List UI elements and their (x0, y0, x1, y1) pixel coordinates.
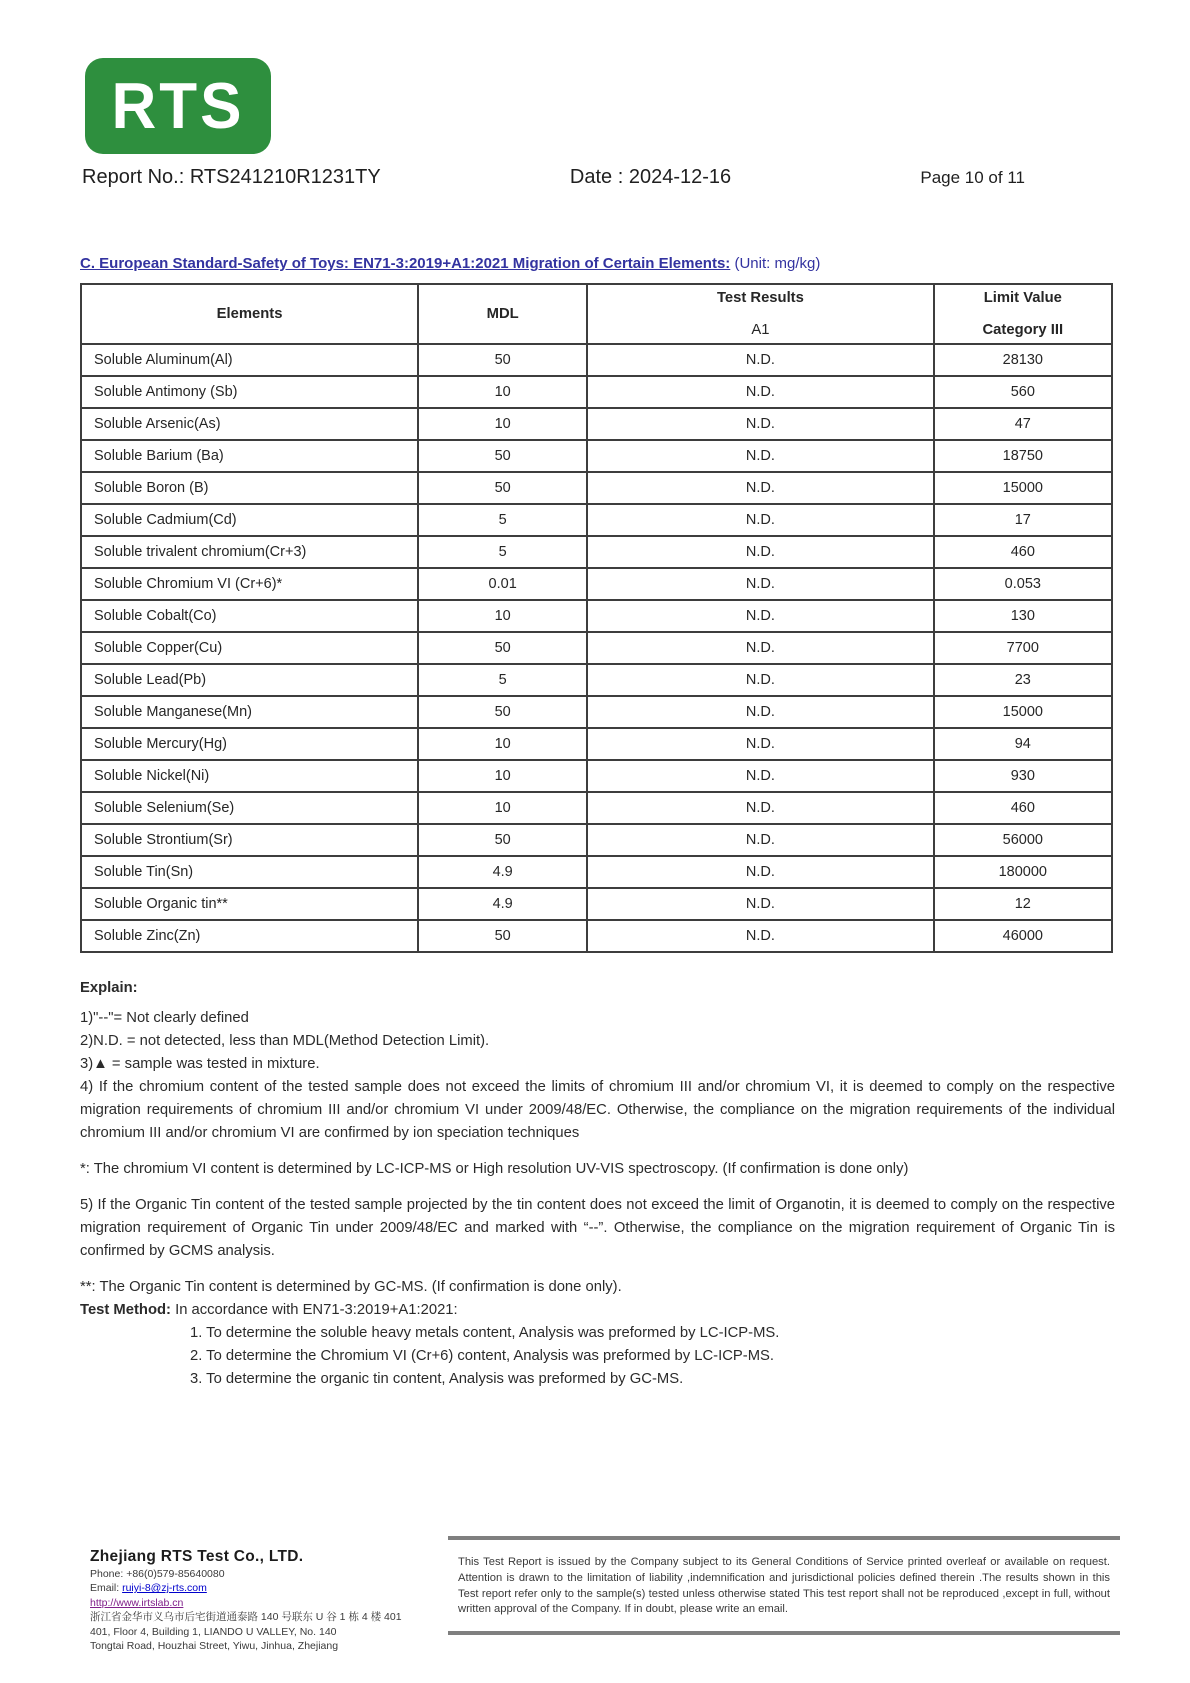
limit-value-cell: 17 (934, 504, 1112, 536)
table-row (81, 376, 1112, 408)
section-title (80, 255, 1115, 272)
test-result-cell: N.D. (587, 696, 933, 728)
element-name-cell: Soluble Copper(Cu) (81, 632, 418, 664)
test-result-cell: N.D. (587, 856, 933, 888)
mdl-cell: 4.9 (418, 888, 587, 920)
limit-value-cell: 46000 (934, 920, 1112, 952)
section-unit: (Unit: mg/kg) (734, 255, 821, 272)
col-header-test-results-sub: A1 (751, 322, 770, 338)
element-name-cell: Soluble Tin(Sn) (81, 856, 418, 888)
mdl-cell: 10 (418, 600, 587, 632)
limit-value-cell: 47 (934, 408, 1112, 440)
table-row (81, 568, 1112, 600)
element-name-cell: Soluble Lead(Pb) (81, 664, 418, 696)
test-method-line (80, 1299, 1115, 1322)
explain-section (80, 977, 1115, 1391)
col-header-mdl: MDL (418, 284, 587, 344)
test-result-cell: N.D. (587, 760, 933, 792)
element-name-cell: Soluble trivalent chromium(Cr+3) (81, 536, 418, 568)
col-header-test-results (587, 284, 933, 344)
test-result-cell: N.D. (587, 440, 933, 472)
company-phone: Phone: +86(0)579-85640080 (90, 1567, 225, 1580)
footer-company-block (90, 1550, 440, 1654)
mdl-cell: 10 (418, 728, 587, 760)
table-row (81, 696, 1112, 728)
element-name-cell: Soluble Selenium(Se) (81, 792, 418, 824)
report-number: Report No.: RTS241210R1231TY (82, 166, 381, 188)
element-name-cell: Soluble Boron (B) (81, 472, 418, 504)
test-method-item: 2. To determine the Chromium VI (Cr+6) content, Analysis was preformed by LC-ICP-MS. (190, 1348, 775, 1364)
test-result-cell: N.D. (587, 504, 933, 536)
table-row (81, 344, 1112, 376)
explain-double-star-note: **: The Organic Tin content is determined by GC-MS. (If confirmation is done only). (80, 1279, 622, 1295)
limit-value-cell: 7700 (934, 632, 1112, 664)
rts-logo-text: RTS (111, 69, 245, 143)
table-row (81, 920, 1112, 952)
element-name-cell: Soluble Zinc(Zn) (81, 920, 418, 952)
mdl-cell: 50 (418, 472, 587, 504)
explain-heading: Explain: (80, 980, 138, 996)
test-result-cell: N.D. (587, 600, 933, 632)
report-header-row (82, 166, 1025, 189)
limit-value-cell: 0.053 (934, 568, 1112, 600)
table-row (81, 856, 1112, 888)
company-website-line (90, 1596, 440, 1611)
disclaimer-box (448, 1536, 1120, 1635)
table-row (81, 408, 1112, 440)
limit-value-cell: 930 (934, 760, 1112, 792)
results-table-body (81, 344, 1112, 952)
limit-value-cell: 180000 (934, 856, 1112, 888)
explain-star-note: *: The chromium VI content is determined by LC-ICP-MS or High resolution UV-VIS spectroscopy. (If confirmation is done only) (80, 1161, 909, 1177)
table-row (81, 632, 1112, 664)
test-result-cell: N.D. (587, 472, 933, 504)
report-date: Date : 2024-12-16 (569, 166, 732, 188)
element-name-cell: Soluble Barium (Ba) (81, 440, 418, 472)
col-header-limit-value-sub: Category III (982, 322, 1064, 338)
limit-value-cell: 23 (934, 664, 1112, 696)
table-row (81, 728, 1112, 760)
limit-value-cell: 12 (934, 888, 1112, 920)
test-result-cell: N.D. (587, 376, 933, 408)
test-result-cell: N.D. (587, 920, 933, 952)
limit-value-cell: 15000 (934, 696, 1112, 728)
explain-note: 1)"--"= Not clearly defined (80, 1010, 249, 1026)
mdl-cell: 4.9 (418, 856, 587, 888)
col-header-test-results-title: Test Results (716, 290, 804, 306)
mdl-cell: 50 (418, 696, 587, 728)
mdl-cell: 50 (418, 632, 587, 664)
table-row (81, 504, 1112, 536)
element-name-cell: Soluble Arsenic(As) (81, 408, 418, 440)
element-name-cell: Soluble Manganese(Mn) (81, 696, 418, 728)
limit-value-cell: 56000 (934, 824, 1112, 856)
company-address-en1: 401, Floor 4, Building 1, LIANDO U VALLEY, No. 140 (90, 1625, 337, 1638)
test-result-cell: N.D. (587, 792, 933, 824)
test-result-cell: N.D. (587, 344, 933, 376)
mdl-cell: 50 (418, 344, 587, 376)
explain-note-5: 5) If the Organic Tin content of the tested sample projected by the tin content does not exceed the limit of Organotin, it is deemed to comply on the respective migration requirement of Organic Tin under 2009/48/EC and marked with “--”. Otherwise, the compliance on the migration requirement of Organic Tin is confirmed by GCMS analysis. (80, 1197, 1115, 1259)
limit-value-cell: 460 (934, 792, 1112, 824)
col-header-elements: Elements (81, 284, 418, 344)
company-address-cn: 浙江省金华市义乌市后宅街道通泰路 140 号联东 U 谷 1 栋 4 楼 401 (90, 1611, 402, 1623)
email-label: Email: (90, 1582, 123, 1594)
explain-note: 3)▲ = sample was tested in mixture. (80, 1056, 320, 1072)
table-header (81, 284, 1112, 344)
element-name-cell: Soluble Strontium(Sr) (81, 824, 418, 856)
table-row (81, 472, 1112, 504)
test-method-item: 3. To determine the organic tin content, Analysis was preformed by GC-MS. (190, 1371, 684, 1387)
test-method-label: Test Method: (80, 1302, 171, 1318)
limit-value-cell: 18750 (934, 440, 1112, 472)
test-method-text: In accordance with EN71-3:2019+A1:2021: (170, 1302, 458, 1318)
email-link[interactable]: ruiyi-8@zj-rts.com (122, 1582, 207, 1594)
mdl-cell: 10 (418, 760, 587, 792)
element-name-cell: Soluble Chromium VI (Cr+6)* (81, 568, 418, 600)
limit-value-cell: 94 (934, 728, 1112, 760)
mdl-cell: 50 (418, 920, 587, 952)
explain-notes (80, 1007, 1115, 1076)
limit-value-cell: 560 (934, 376, 1112, 408)
website-link[interactable]: http://www.irtslab.cn (90, 1596, 184, 1609)
company-address-en2: Tongtai Road, Houzhai Street, Yiwu, Jinhua, Zhejiang (90, 1640, 339, 1652)
limit-value-cell: 15000 (934, 472, 1112, 504)
mdl-cell: 5 (418, 504, 587, 536)
test-method-item: 1. To determine the soluble heavy metals content, Analysis was preformed by LC-ICP-MS. (190, 1325, 780, 1341)
element-name-cell: Soluble Antimony (Sb) (81, 376, 418, 408)
limit-value-cell: 130 (934, 600, 1112, 632)
table-row (81, 664, 1112, 696)
company-email-line (90, 1581, 440, 1596)
rts-logo (85, 58, 271, 154)
migration-results-table (80, 283, 1113, 953)
limit-value-cell: 28130 (934, 344, 1112, 376)
test-result-cell: N.D. (587, 824, 933, 856)
element-name-cell: Soluble Nickel(Ni) (81, 760, 418, 792)
col-header-limit-value (934, 284, 1112, 344)
mdl-cell: 50 (418, 440, 587, 472)
mdl-cell: 0.01 (418, 568, 587, 600)
test-result-cell: N.D. (587, 664, 933, 696)
section-title-text: C. European Standard-Safety of Toys: EN71-3:2019+A1:2021 Migration of Certain Elements: (80, 255, 731, 272)
limit-value-cell: 460 (934, 536, 1112, 568)
test-result-cell: N.D. (587, 632, 933, 664)
company-name: Zhejiang RTS Test Co., LTD. (90, 1548, 304, 1565)
table-row (81, 824, 1112, 856)
mdl-cell: 5 (418, 664, 587, 696)
element-name-cell: Soluble Mercury(Hg) (81, 728, 418, 760)
mdl-cell: 10 (418, 408, 587, 440)
table-row (81, 888, 1112, 920)
disclaimer-text: This Test Report is issued by the Company subject to its General Conditions of Service printed overleaf or available on request. Attention is drawn to the limitation of liability ,indemnification and jurisdictional policies defined therein .The results shown in this Test report refer only to the sample(s) tested unless otherwise stated This test report shall not be reproduced ,except in full, without written approval of the Company. If in doubt, please write an email. (458, 1556, 1110, 1616)
test-result-cell: N.D. (587, 408, 933, 440)
page-number: Page 10 of 11 (920, 168, 1025, 187)
table-row (81, 440, 1112, 472)
test-result-cell: N.D. (587, 888, 933, 920)
explain-note: 2)N.D. = not detected, less than MDL(Method Detection Limit). (80, 1033, 490, 1049)
table-row (81, 536, 1112, 568)
mdl-cell: 10 (418, 376, 587, 408)
col-header-limit-value-title: Limit Value (983, 290, 1062, 306)
element-name-cell: Soluble Aluminum(Al) (81, 344, 418, 376)
mdl-cell: 10 (418, 792, 587, 824)
test-result-cell: N.D. (587, 568, 933, 600)
element-name-cell: Soluble Cobalt(Co) (81, 600, 418, 632)
mdl-cell: 5 (418, 536, 587, 568)
element-name-cell: Soluble Organic tin** (81, 888, 418, 920)
mdl-cell: 50 (418, 824, 587, 856)
test-result-cell: N.D. (587, 536, 933, 568)
table-row (81, 600, 1112, 632)
table-row (81, 760, 1112, 792)
element-name-cell: Soluble Cadmium(Cd) (81, 504, 418, 536)
table-row (81, 792, 1112, 824)
test-method-list (190, 1322, 1115, 1391)
test-result-cell: N.D. (587, 728, 933, 760)
explain-note-4: 4) If the chromium content of the tested sample does not exceed the limits of chromium III and/or chromium VI, it is deemed to comply on the respective migration requirements of chromium III and/or chromium VI under 2009/48/EC. Otherwise, the compliance on the migration requirements of the individual chromium III and/or chromium VI are confirmed by ion speciation techniques (80, 1079, 1115, 1141)
